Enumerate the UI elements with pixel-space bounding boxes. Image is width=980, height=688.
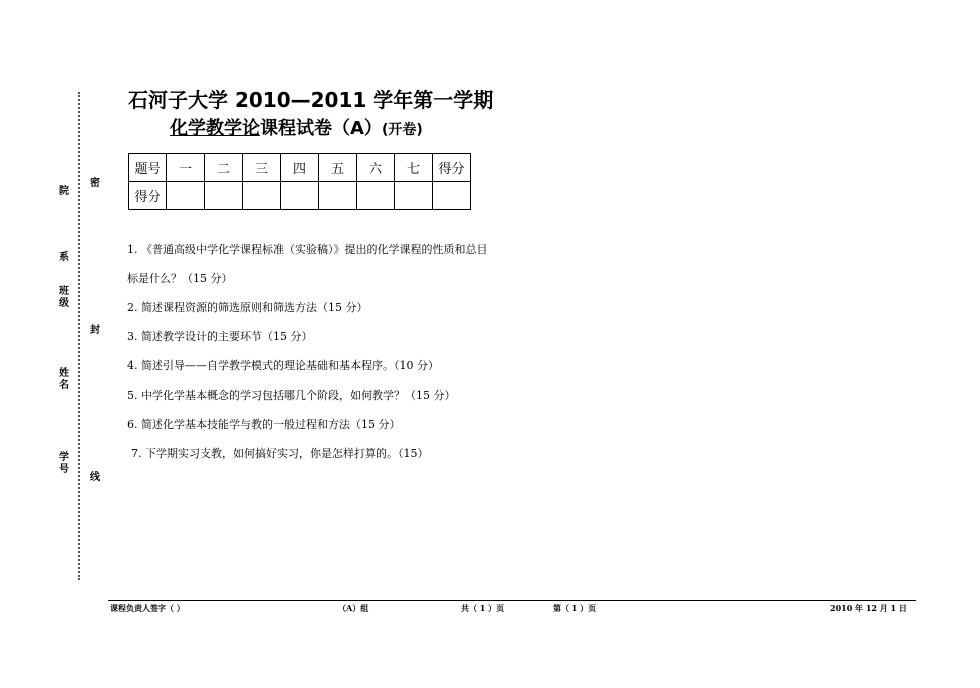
score-entry-cell (281, 182, 319, 210)
score-entry-cell (243, 182, 281, 210)
score-table-score-row (129, 182, 471, 210)
course-name: 化学教学论 (170, 118, 260, 139)
table-cell: 二 (205, 154, 243, 182)
footer-total-pages: 共（ 1 ）页 (461, 603, 505, 613)
binding-dotted-line (78, 92, 80, 580)
table-cell: 一 (167, 154, 205, 182)
footer-date: 2010 年 12 月 1 日 (830, 603, 907, 613)
question-1-cont: 标是什么？（15 分） (127, 272, 233, 285)
question-3: 3. 简述教学设计的主要环节（15 分） (127, 330, 313, 343)
label-student-id: 学号 (59, 452, 69, 475)
question-4: 4. 简述引导——自学教学模式的理论基础和基本程序。（10 分） (127, 359, 439, 372)
score-table-header-row (129, 154, 471, 182)
label-name: 姓名 (59, 368, 69, 391)
question-1: 1. 《普通高级中学化学课程标准（实验稿）》提出的化学课程的性质和总目 (127, 243, 488, 256)
score-entry-cell (319, 182, 357, 210)
label-college: 院 (59, 186, 69, 197)
paper-title: 课程试卷（A） (260, 118, 382, 139)
table-cell: 得分 (129, 182, 167, 210)
label-department: 系 (59, 252, 69, 263)
score-table (128, 153, 471, 210)
score-entry-cell (357, 182, 395, 210)
score-entry-cell (395, 182, 433, 210)
table-cell: 三 (243, 154, 281, 182)
footer-rule (108, 600, 916, 601)
exam-title-line1: 石河子大学 2010—2011 学年第一学期 (128, 88, 494, 112)
score-entry-cell (433, 182, 471, 210)
table-cell: 得分 (433, 154, 471, 182)
footer-group: （A）组 (338, 603, 369, 613)
question-6: 6. 简述化学基本技能学与教的一般过程和方法（15 分） (127, 418, 401, 431)
footer-page-number: 第（ 1 ）页 (553, 603, 597, 613)
score-entry-cell (205, 182, 243, 210)
table-cell: 五 (319, 154, 357, 182)
question-5: 5. 中学化学基本概念的学习包括哪几个阶段，如何教学？（15 分） (127, 389, 456, 402)
exam-title-line2 (170, 114, 423, 140)
open-book-note: (开卷) (381, 122, 423, 138)
score-entry-cell (167, 182, 205, 210)
footer-signer: 课程负责人签字（ ） (110, 603, 185, 613)
seal-word-feng: 封 (90, 325, 100, 336)
table-cell: 题号 (129, 154, 167, 182)
question-7: 7. 下学期实习支教，如何搞好实习，你是怎样打算的。（15） (131, 447, 429, 460)
table-cell: 六 (357, 154, 395, 182)
table-cell: 四 (281, 154, 319, 182)
label-class: 班级 (59, 286, 69, 309)
seal-word-mi: 密 (90, 178, 100, 189)
question-2: 2. 简述课程资源的筛选原则和筛选方法（15 分） (127, 301, 368, 314)
table-cell: 七 (395, 154, 433, 182)
seal-word-xian: 线 (90, 472, 100, 483)
